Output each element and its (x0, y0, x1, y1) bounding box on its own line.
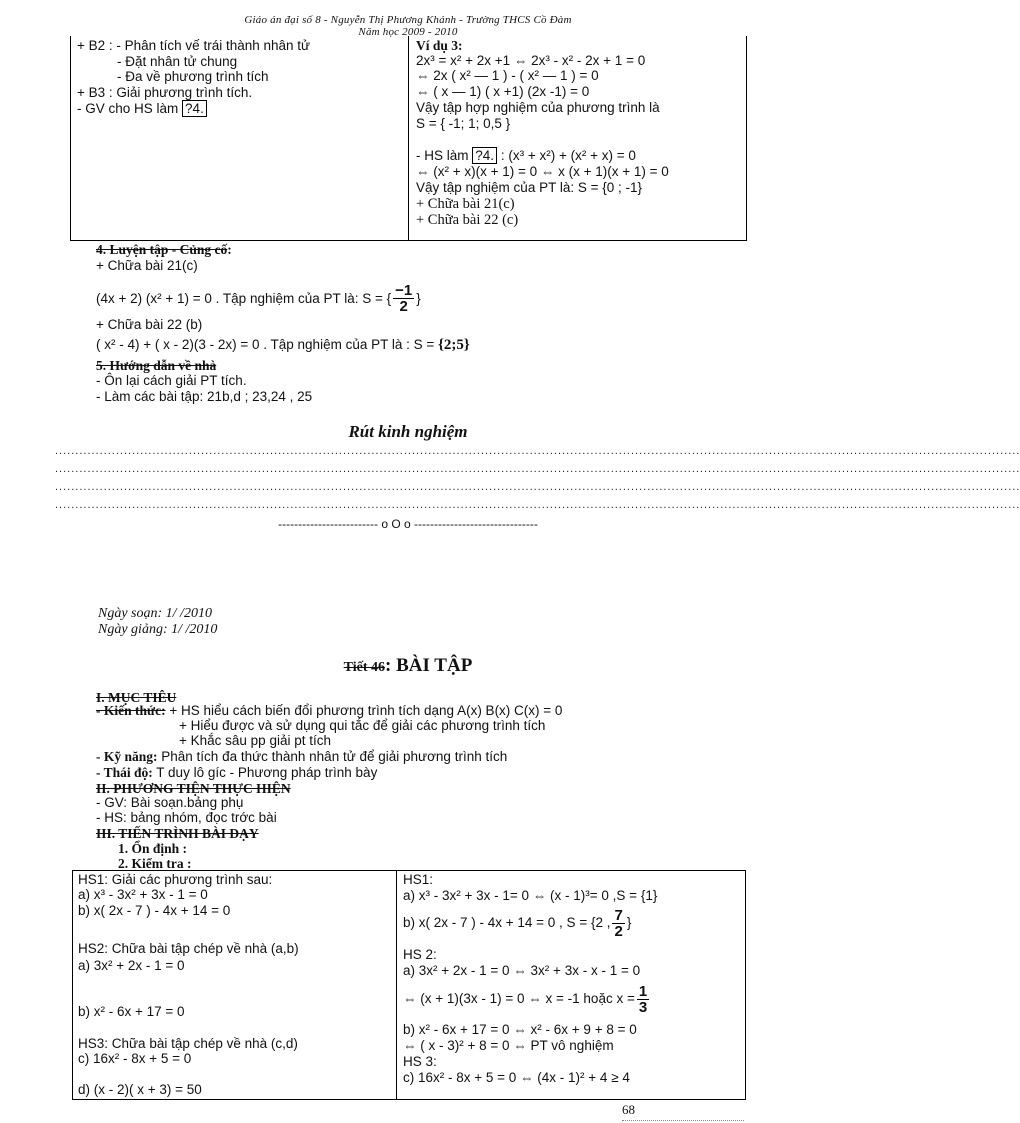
fraction: $\frac{-1}{2}$ (395, 282, 413, 315)
lesson-title (0, 655, 816, 679)
separator: ------------------------- o O o ------------------------------- (278, 517, 538, 531)
section-4-line: + Chữa bài 21(c) (96, 258, 198, 273)
section-5-line: - Ôn lại cách giải PT tích. (96, 373, 247, 388)
bottom-right-line: b) x( 2x - 7 ) - 4x + 14 = 0 , S = {2 , $\frac{7}{2}$ } (403, 906, 632, 940)
part-1-heading: I. MỤC TIÊU (96, 690, 177, 705)
top-right-line: Vậy tập nghiệm của PT là: S = {0 ; -1} (416, 180, 643, 195)
top-left-line: - Đa về phương trình tích (117, 69, 269, 84)
bottom-left-line: b) x( 2x - 7 ) - 4x + 14 = 0 (78, 903, 231, 918)
lesson-name: : BÀI TẬP (385, 655, 473, 676)
part-2-heading: II. PHƯƠNG TIỆN THỰC HIỆN (96, 781, 291, 796)
fraction: $\frac{7}{2}$ (614, 906, 623, 940)
question-box: ?4. (182, 100, 207, 117)
top-left-line: + B3 : Giải phương trình tích. (77, 85, 253, 100)
bottom-left-line: HS2: Chữa bài tập chép về nhà (a,b) (78, 941, 299, 956)
part-2-line: - HS: bảng nhóm, đọc trớc bài (96, 810, 277, 825)
bottom-left-line: b) x² - 6x + 17 = 0 (78, 1004, 185, 1019)
dotted-line: .............................................................................................................................................................................................................................................. (55, 445, 1020, 457)
top-right-line (416, 148, 636, 164)
part-3-line: 1. Ổn định : (118, 841, 188, 856)
kien-thuc-line: + Khắc sâu pp giải pt tích (179, 733, 331, 748)
kien-thuc-line: - Kiến thức: + HS hiểu cách biến đổi phương trình tích dạng A(x) B(x) C(x) = 0 (96, 703, 563, 718)
section-4-line: + Chữa bài 22 (b) (96, 317, 203, 332)
part-3-heading: III. TIẾN TRÌNH BÀI DẠY (96, 826, 259, 841)
page-header-year: Năm học 2009 - 2010 (358, 26, 458, 38)
part-2-line: - GV: Bài soạn.bảng phụ (96, 795, 244, 810)
bottom-left-line: a) 3x² + 2x - 1 = 0 (78, 958, 185, 973)
bottom-right-line: ⇔ ( x - 3)² + 8 = 0 ⇔ PT vô nghiệm (403, 1038, 614, 1053)
section-4-heading: 4. Luyện tập - Củng cố: (96, 242, 232, 257)
top-left-line: + B2 : - Phân tích vế trái thành nhân tử (77, 38, 311, 53)
question-box: ?4. (472, 147, 497, 164)
top-left-line (77, 101, 207, 117)
bottom-table-divider (396, 870, 397, 1100)
section-5-heading: 5. Hướng dẫn về nhà (96, 358, 217, 373)
top-left-line: - Đặt nhân tử chung (117, 54, 238, 69)
dotted-line: .............................................................................................................................................................................................................................................. (55, 463, 1020, 475)
bottom-left-line: HS3: Chữa bài tập chép về nhà (c,d) (78, 1036, 298, 1051)
top-right-line: S = { -1; 1; 0,5 } (416, 116, 511, 131)
bottom-right-line: a) 3x² + 2x - 1 = 0 ⇔ 3x² + 3x - x - 1 = 0 (403, 963, 641, 978)
top-right-line: 2x³ = x² + 2x +1 ⇔ 2x³ - x² - 2x + 1 = 0 (416, 53, 646, 68)
hs-equation: : (x³ + x²) + (x² + x) = 0 (500, 148, 636, 163)
section-4-line: ( x² - 4) + ( x - 2)(3 - 2x) = 0 . Tập nghiệm của PT là : S = {2;5} (96, 337, 470, 353)
dotted-line: .............................................................................................................................................................................................................................................. (55, 481, 1020, 493)
ngay-soan: Ngày soạn: 1/ /2010 (98, 606, 212, 621)
bottom-left-line: c) 16x² - 8x + 5 = 0 (78, 1051, 192, 1066)
bottom-left-line: a) x³ - 3x² + 3x - 1 = 0 (78, 887, 208, 902)
top-right-line: ⇔ ( x — 1) ( x +1) (2x -1) = 0 (416, 84, 590, 99)
page-number: 68 (622, 1102, 635, 1117)
bottom-right-line: ⇔ (x + 1)(3x - 1) = 0 ⇔ x = -1 hoặc x = $\frac{1}{3}$ (403, 982, 648, 1016)
dotted-line: .............................................................................................................................................................................................................................................. (55, 499, 1020, 511)
bottom-right-line: HS 2: (403, 947, 437, 962)
top-right-line: + Chữa bài 21(c) (416, 196, 515, 212)
thai-do-line: - Thái độ: T duy lô gíc - Phương pháp trình bày (96, 765, 378, 780)
footer-rule (622, 1120, 744, 1121)
hs-instruction: - HS làm (416, 148, 469, 163)
example-heading: Ví dụ 3: (416, 38, 463, 53)
page-header: Giáo án đại số 8 - Nguyễn Thị Phương Khánh - Trường THCS Cồ Đàm (244, 14, 572, 26)
bottom-right-line: c) 16x² - 8x + 5 = 0 ⇔ (4x - 1)² + 4 ≥ 4 (403, 1070, 630, 1085)
part-3-line: 2. Kiểm tra : (118, 856, 192, 871)
kien-thuc-line: + Hiểu được và sử dụng qui tắc để giải các phương trình tích (179, 718, 546, 733)
bottom-right-line: HS 3: (403, 1054, 437, 1069)
section-4-line: (4x + 2) (x² + 1) = 0 . Tập nghiệm của PT là: S = { $\frac{-1}{2}$ } (96, 282, 421, 315)
ngay-giang: Ngày giảng: 1/ /2010 (98, 622, 218, 637)
answer-set: {2;5} (438, 337, 470, 353)
top-right-line: ⇔ (x² + x)(x + 1) = 0 ⇔ x (x + 1)(x + 1) = 0 (416, 164, 669, 179)
top-right-line: Vậy tập hợp nghiệm của phương trình là (416, 100, 660, 115)
rut-kinh-nghiem-title: Rút kinh nghiệm (348, 422, 468, 441)
section-5-line: - Làm các bài tập: 21b,d ; 23,24 , 25 (96, 389, 313, 404)
tiet-number: Tiết 46 (343, 660, 386, 675)
top-table-divider (408, 36, 409, 241)
fraction: $\frac{1}{3}$ (638, 982, 648, 1016)
top-right-line: + Chữa bài 22 (c) (416, 212, 519, 228)
bottom-right-line: b) x² - 6x + 17 = 0 ⇔ x² - 6x + 9 + 8 = 0 (403, 1022, 637, 1037)
bottom-left-line: HS1: Giải các phương trình sau: (78, 872, 273, 887)
bottom-right-line: a) x³ - 3x² + 3x - 1= 0 ⇔ (x - 1)³= 0 ,S = {1} (403, 888, 658, 903)
ky-nang-line: - Kỹ năng: Phân tích đa thức thành nhân tử để giải phương trình tích (96, 749, 508, 764)
bottom-left-line: d) (x - 2)( x + 3) = 50 (78, 1082, 202, 1097)
gv-instruction: - GV cho HS làm (77, 101, 179, 116)
bottom-right-line: HS1: (403, 872, 434, 887)
top-right-line: ⇔ 2x ( x² — 1 ) - ( x² — 1 ) = 0 (416, 68, 599, 83)
